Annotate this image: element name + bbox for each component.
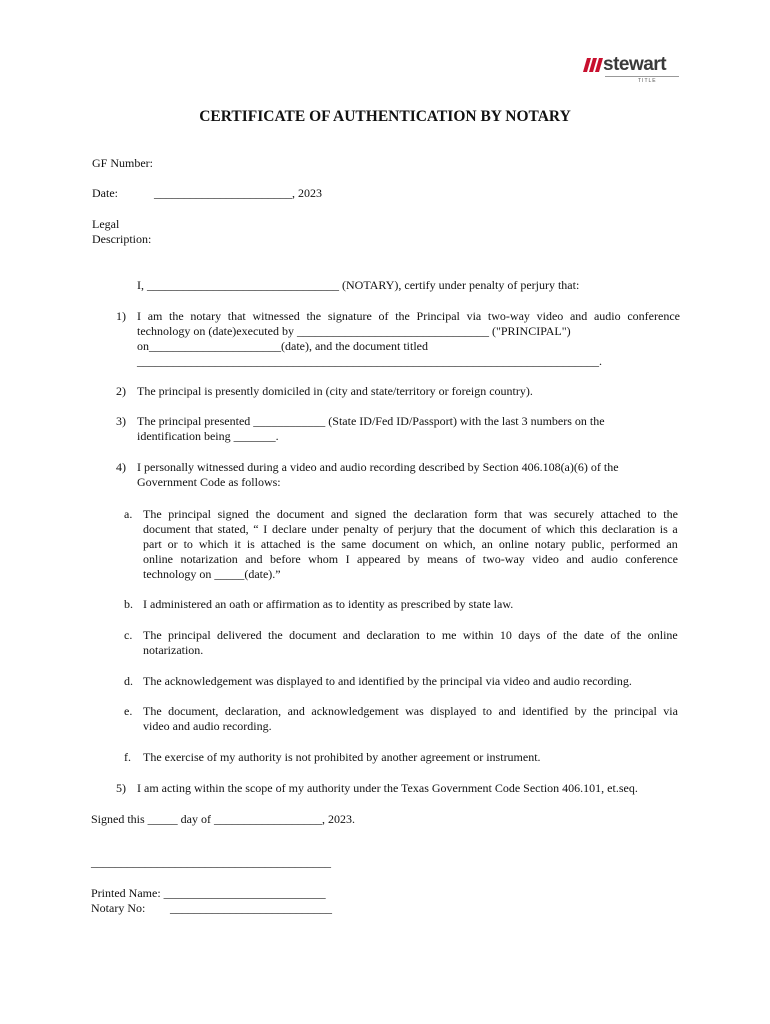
item-1-title-blank[interactable]: _____________________________________________________________________________. [137, 354, 602, 368]
item-1-line-1-text [137, 309, 680, 324]
item-a-line-2-text-word: which [545, 522, 576, 536]
item-1-word: titled [403, 339, 428, 353]
item-e-line-1-text-word: principal [614, 704, 657, 718]
item-a-line-4 [143, 552, 678, 567]
item-1-line-3 [137, 339, 680, 354]
item-e-line-1-text-word: was [405, 704, 424, 718]
item-c-line-1-text-word: the [562, 628, 578, 642]
item-e-line-2: video and audio recording. [143, 719, 272, 733]
item-1-line-1-text-word: Principal [416, 309, 460, 323]
item-a-line-1-text-word: form [474, 507, 498, 521]
item-a-line-2-text [143, 522, 678, 537]
item-1-line-1-text-word: signature [327, 309, 372, 323]
item-1-text [137, 309, 680, 369]
item-b-letter: b. [124, 597, 133, 611]
item-a-line-3 [143, 537, 678, 552]
item-5-number: 5) [116, 781, 126, 795]
item-a-line-4-text-word: before [270, 552, 301, 566]
item-1-word: technology [137, 324, 191, 338]
item-a-line-1-text-word: document [276, 507, 325, 521]
item-a-line-1-text-word: The [143, 507, 162, 521]
legal-description-label-2: Description: [92, 232, 152, 246]
item-a-line-4-text-word: appeared [357, 552, 401, 566]
item-1-line-1-text-word: via [466, 309, 482, 323]
item-f-text: The exercise of my authority is not prohibited by another agreement or instrument. [143, 750, 541, 764]
item-e-line-1-text-word: via [663, 704, 678, 718]
item-a-line-2-text-word: document [143, 522, 191, 536]
item-a-line-2-text-word: that [194, 522, 213, 536]
item-a-line-2-text-word: the [459, 522, 475, 536]
item-1-line-1-text-word: am [147, 309, 163, 323]
item-a-line-3-text-word: an [481, 537, 493, 551]
item-f-letter: f. [124, 750, 131, 764]
item-3-line-2: identification being _______. [137, 429, 279, 443]
item-a-line-4-text-word: of [465, 552, 476, 566]
item-a-line-3-text-word: attached [260, 537, 301, 551]
item-a-line-4-text-word: audio [591, 552, 618, 566]
item-a-line-1-text-word: the [392, 507, 408, 521]
item-a-line-2-text-word: declare [271, 522, 307, 536]
item-a-line-1-text-word: was [528, 507, 548, 521]
item-a-line-3-text-word: is [306, 537, 315, 551]
item-a-line-1-text-word: signed [354, 507, 387, 521]
item-e-line-1-text-word: by [574, 704, 587, 718]
item-1-word: (date)executed [208, 324, 279, 338]
item-a-line-2-text-word: perjury [397, 522, 433, 536]
item-c-line-1-text-word: declaration [366, 628, 420, 642]
item-e-text [143, 704, 678, 734]
item-a-line-3-text-word: to [183, 537, 193, 551]
item-c-line-1-text-word: the [268, 628, 283, 642]
item-e-letter: e. [124, 704, 133, 718]
item-1-line-1-text-word: the [169, 309, 184, 323]
item-1-line-1-text-word: the [395, 309, 410, 323]
item-e-line-1-text-word: the [593, 704, 608, 718]
item-c-line-1-text-word: 10 [499, 628, 512, 642]
item-c-line-1-text-word: to [426, 628, 436, 642]
item-1-line-1-text-word: and [569, 309, 588, 323]
item-a-line-1-text-word: to [647, 507, 657, 521]
item-1-line-1-text-word: I [137, 309, 141, 323]
item-c-letter: c. [124, 628, 133, 642]
item-c-line-1-text-word: me [441, 628, 457, 642]
item-c-line-1-text-word: document [289, 628, 337, 642]
item-a-letter: a. [124, 507, 133, 521]
item-a-line-1-text-word: declaration [414, 507, 468, 521]
item-a-line-4-text-word: whom [308, 552, 339, 566]
item-c-line-1-text-word: delivered [217, 628, 262, 642]
item-a-line-2-text-word: of [383, 522, 394, 536]
stewart-logo-mark-icon [583, 58, 605, 72]
item-2-number: 2) [116, 384, 126, 398]
notary-no-label: Notary No: [91, 901, 146, 915]
item-5-text: I am acting within the scope of my authority under the Texas Government Code Section 406.101, et.seq. [137, 781, 638, 795]
item-c-line-1 [143, 628, 678, 643]
item-c-text [143, 628, 678, 658]
item-1-line-1-text-word: two-way [487, 309, 530, 323]
item-1-line-1-text-word: the [306, 309, 322, 323]
item-a-line-1-text [143, 507, 678, 522]
item-c-line-1-text-word: of [546, 628, 557, 642]
item-1-word: ("PRINCIPAL") [491, 324, 571, 338]
item-a-line-3-text-word: same [341, 537, 367, 551]
item-d-letter: d. [124, 674, 133, 688]
certify-statement: I, ________________________________ (NOTARY), certify under penalty of perjury that: [137, 278, 580, 292]
item-a-line-4-text [143, 552, 678, 567]
item-a-line-3-text-word: document [372, 537, 420, 551]
item-a-line-4-text-word: video [532, 552, 559, 566]
item-c-line-1-text-word: date [584, 628, 604, 642]
item-c-line-1-text-word: the [626, 628, 642, 642]
item-a-line-3-text-word: on [425, 537, 438, 551]
item-4-line-1: I personally witnessed during a video and audio recording described by Section 406.108(a)(6) of the [137, 460, 619, 474]
item-c-line-1-text-word: and [342, 628, 361, 642]
item-a-line-3-text-word: it [234, 537, 241, 551]
item-e-line-1-text-word: The [143, 704, 162, 718]
item-a-line-2-text-word: document [479, 522, 527, 536]
item-e-line-1 [143, 704, 678, 719]
item-d-text: The acknowledgement was displayed to and identified by the principal via video and audio recording. [143, 674, 632, 688]
item-e-line-1-text-word: and [498, 704, 516, 718]
item-a-line-1-text-word: and [330, 507, 349, 521]
logo-subtitle: TITLE [638, 78, 657, 84]
item-4-number: 4) [116, 460, 126, 474]
notary-no-field[interactable]: ___________________________ [170, 901, 332, 915]
item-e-line-1-text-word: to [482, 704, 493, 718]
item-a-line-3-text-word: the [320, 537, 336, 551]
item-e-line-1-text-word: identified [522, 704, 569, 718]
item-a-line-3-text-word: performed [610, 537, 661, 551]
item-a-line-1-text-word: principal [168, 507, 211, 521]
item-b-text: I administered an oath or affirmation as to identity as prescribed by state law. [143, 597, 514, 611]
item-1-word: by [281, 324, 294, 338]
item-e-line-1-text-word: document, [168, 704, 219, 718]
logo-rule [605, 76, 679, 77]
item-3-line-1: The principal presented ____________ (State ID/Fed ID/Passport) with the last 3 numbers on the [137, 414, 605, 428]
item-a-line-2-text-word: this [579, 522, 598, 536]
item-e-line-1-text-word: acknowledgement [311, 704, 399, 718]
item-a-line-2-text-word: I [263, 522, 268, 536]
item-a-line-3-text-word: which [198, 537, 229, 551]
item-a-line-3-text-word: an [666, 537, 678, 551]
item-a-text [143, 507, 678, 582]
logo-wordmark: stewart [603, 54, 667, 75]
item-a-line-2-text-word: a [672, 522, 678, 536]
item-e-line-1-text [143, 704, 678, 719]
item-a-line-2-text-word: is [659, 522, 668, 536]
item-a-line-5: technology on _____(date).” [143, 567, 281, 581]
item-3-number: 3) [116, 414, 126, 428]
item-1-line-2 [137, 324, 680, 339]
item-a-line-4-text-word: means [427, 552, 458, 566]
item-1-line-1-text-word: of [378, 309, 389, 323]
item-a-line-2-text-word: “ [253, 522, 259, 536]
item-a-line-3-text-word: or [167, 537, 178, 551]
item-1-word: document [352, 339, 401, 353]
item-1-line-1-text-word: that [227, 309, 246, 323]
item-1-line-1-text-word: audio [593, 309, 621, 323]
legal-description-label-1: Legal [92, 217, 120, 231]
item-a-line-1-text-word: the [663, 507, 678, 521]
stewart-title-logo [583, 55, 683, 85]
item-a-line-4-text-word: two-way [482, 552, 525, 566]
document-title: CERTIFICATE OF AUTHENTICATION BY NOTARY [199, 108, 571, 125]
item-a-line-1-text-word: the [255, 507, 271, 521]
item-2-text: The principal is presently domiciled in (city and state/territory or foreign country). [137, 384, 533, 398]
item-1-line-1-text-word: notary [190, 309, 222, 323]
item-a-line-3-text-word: notary [534, 537, 566, 551]
item-a-line-3-text-word: public, [571, 537, 605, 551]
item-a-line-4-text-word: by [407, 552, 420, 566]
signature-line[interactable]: ________________________________________ [91, 855, 331, 869]
item-a-line-2-text-word: declaration [601, 522, 656, 536]
item-1-line-1 [137, 309, 680, 324]
item-1-date-blank[interactable]: on______________________(date), [137, 339, 312, 353]
item-a-line-2-text-word: of [531, 522, 542, 536]
item-c-line-1-text [143, 628, 678, 643]
item-a-line-4-text-word: and [245, 552, 263, 566]
item-c-line-1-text-word: of [610, 628, 621, 642]
item-e-line-1-text-word: declaration, [224, 704, 282, 718]
item-1-principal-blank[interactable]: ________________________________ [296, 324, 489, 338]
date-label: Date: [92, 186, 118, 200]
item-1-line-1-text-word: witnessed [252, 309, 300, 323]
item-a-line-4-text-word: notarization [180, 552, 238, 566]
item-1-word: the [335, 339, 350, 353]
item-1-line-1-text-word: video [536, 309, 564, 323]
item-1-line-1-text-word: conference [627, 309, 680, 323]
item-e-line-1-text-word: and [287, 704, 305, 718]
item-a-line-2-text-word: that [437, 522, 456, 536]
item-a-line-3-text-word: which, [443, 537, 476, 551]
item-e-line-1-text-word: displayed [430, 704, 477, 718]
item-c-line-1-text-word: The [143, 628, 162, 642]
item-a-line-1 [143, 507, 678, 522]
item-a-line-1-text-word: attached [600, 507, 641, 521]
item-4-line-2: Government Code as follows: [137, 475, 281, 489]
gf-number-label: GF Number: [92, 156, 153, 170]
item-a-line-3-text-word: online [498, 537, 529, 551]
date-field[interactable]: _______________________, 2023 [154, 186, 322, 200]
item-a-line-2-text-word: penalty [343, 522, 379, 536]
item-c-line-1-text-word: within [462, 628, 494, 642]
item-1-word: on [193, 324, 206, 338]
item-a-line-2-text-word: stated, [217, 522, 249, 536]
item-a-line-3-text [143, 537, 678, 552]
item-1-number: 1) [116, 309, 126, 323]
item-c-line-1-text-word: principal [168, 628, 211, 642]
signed-line[interactable]: Signed this _____ day of __________________, 2023. [91, 812, 355, 826]
item-a-line-4-text-word: online [143, 552, 173, 566]
item-a-line-3-text-word: is [246, 537, 255, 551]
item-c-line-1-text-word: days [518, 628, 541, 642]
item-a-line-1-text-word: securely [554, 507, 594, 521]
item-a-line-4-text-word: and [566, 552, 584, 566]
item-a-line-4-text-word: I [345, 552, 350, 566]
item-c-line-2: notarization. [143, 643, 204, 657]
item-a-line-2-text-word: under [311, 522, 339, 536]
item-a-line-4-text-word: conference [625, 552, 678, 566]
item-a-line-2 [143, 522, 678, 537]
item-a-line-1-text-word: that [504, 507, 523, 521]
item-a-line-1-text-word: signed [217, 507, 249, 521]
printed-name-field[interactable]: Printed Name: ___________________________ [91, 886, 326, 900]
item-a-line-3-text-word: part [143, 537, 162, 551]
item-1-word: and [314, 339, 333, 353]
item-c-line-1-text-word: online [647, 628, 678, 642]
